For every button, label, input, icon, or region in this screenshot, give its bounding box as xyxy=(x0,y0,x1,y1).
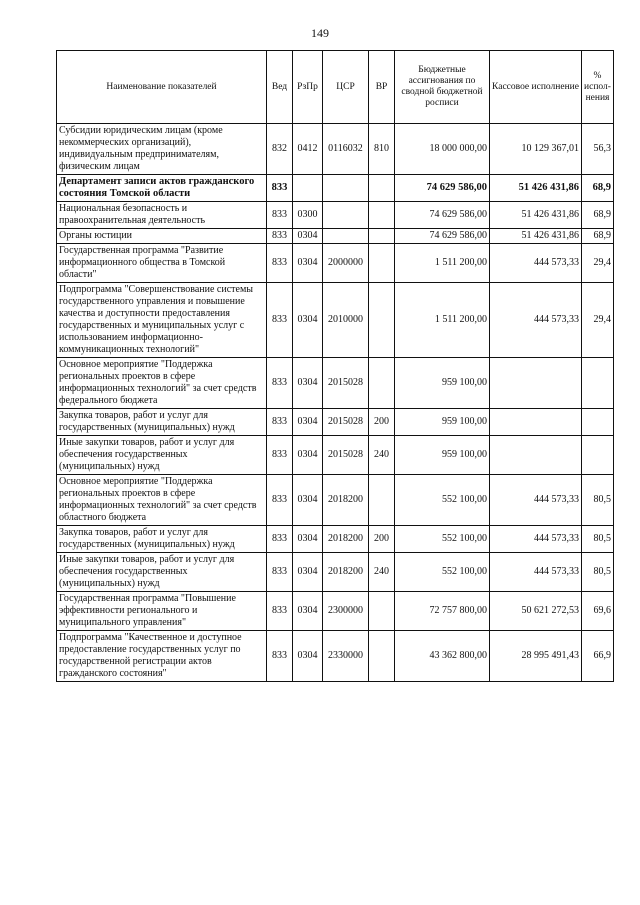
cell-csr: 2015028 xyxy=(323,358,369,409)
cell-rzpr: 0304 xyxy=(293,553,323,592)
cell-csr: 2015028 xyxy=(323,436,369,475)
cell-ved: 833 xyxy=(267,283,293,358)
cell-rzpr: 0304 xyxy=(293,229,323,244)
col-header-budget: Бюджетные ассигнования по сводной бюджетной росписи xyxy=(395,51,490,124)
table-row xyxy=(57,175,614,202)
table-body xyxy=(57,124,614,682)
cell-pct: 56,3 xyxy=(582,124,614,175)
cell-name: Органы юстиции xyxy=(57,229,267,244)
cell-csr xyxy=(323,229,369,244)
cell-cash xyxy=(490,409,582,436)
cell-csr: 2015028 xyxy=(323,409,369,436)
cell-pct: 66,9 xyxy=(582,631,614,682)
table-row xyxy=(57,358,614,409)
cell-name: Основное мероприятие "Поддержка региональных проектов в сфере информационных технологий" за счет средств областного бюджета xyxy=(57,475,267,526)
cell-csr xyxy=(323,202,369,229)
cell-cash: 51 426 431,86 xyxy=(490,202,582,229)
cell-rzpr: 0304 xyxy=(293,409,323,436)
cell-budget: 552 100,00 xyxy=(395,526,490,553)
cell-budget: 72 757 800,00 xyxy=(395,592,490,631)
cell-pct: 68,9 xyxy=(582,175,614,202)
cell-name: Государственная программа "Развитие информационного общества в Томской области" xyxy=(57,244,267,283)
cell-rzpr: 0304 xyxy=(293,283,323,358)
cell-ved: 833 xyxy=(267,553,293,592)
cell-pct: 69,6 xyxy=(582,592,614,631)
table-header-row xyxy=(57,51,614,124)
col-header-vr: ВР xyxy=(369,51,395,124)
col-header-pct: % испол-нения xyxy=(582,51,614,124)
cell-budget: 74 629 586,00 xyxy=(395,202,490,229)
cell-csr: 2010000 xyxy=(323,283,369,358)
cell-cash: 51 426 431,86 xyxy=(490,175,582,202)
cell-name: Подпрограмма "Совершенствование системы государственного управления и повышение качества и доступности предоставления государственных и муниципальных услуг с использованием информационно-коммуникационных технологий" xyxy=(57,283,267,358)
cell-name: Департамент записи актов гражданского состояния Томской области xyxy=(57,175,267,202)
cell-vr xyxy=(369,202,395,229)
table-row xyxy=(57,283,614,358)
cell-ved: 833 xyxy=(267,436,293,475)
cell-vr xyxy=(369,229,395,244)
table-row xyxy=(57,229,614,244)
cell-csr: 2000000 xyxy=(323,244,369,283)
cell-vr xyxy=(369,175,395,202)
cell-cash xyxy=(490,358,582,409)
cell-rzpr: 0304 xyxy=(293,244,323,283)
table-row xyxy=(57,436,614,475)
cell-pct: 80,5 xyxy=(582,475,614,526)
cell-vr xyxy=(369,475,395,526)
cell-ved: 833 xyxy=(267,244,293,283)
table-row xyxy=(57,526,614,553)
cell-budget: 74 629 586,00 xyxy=(395,229,490,244)
cell-pct: 80,5 xyxy=(582,526,614,553)
col-header-name: Наименование показателей xyxy=(57,51,267,124)
table-row xyxy=(57,475,614,526)
cell-ved: 833 xyxy=(267,175,293,202)
cell-ved: 833 xyxy=(267,202,293,229)
cell-vr xyxy=(369,244,395,283)
cell-pct xyxy=(582,358,614,409)
cell-name: Иные закупки товаров, работ и услуг для обеспечения государственных (муниципальных) нужд xyxy=(57,553,267,592)
cell-ved: 833 xyxy=(267,631,293,682)
cell-csr: 2300000 xyxy=(323,592,369,631)
cell-budget: 959 100,00 xyxy=(395,436,490,475)
cell-cash xyxy=(490,436,582,475)
cell-pct: 29,4 xyxy=(582,244,614,283)
cell-pct: 29,4 xyxy=(582,283,614,358)
cell-rzpr: 0304 xyxy=(293,436,323,475)
table-row xyxy=(57,124,614,175)
cell-cash: 444 573,33 xyxy=(490,553,582,592)
cell-rzpr: 0300 xyxy=(293,202,323,229)
cell-pct: 80,5 xyxy=(582,553,614,592)
page-number: 149 xyxy=(311,26,329,40)
cell-vr: 200 xyxy=(369,409,395,436)
cell-name: Закупка товаров, работ и услуг для государственных (муниципальных) нужд xyxy=(57,526,267,553)
cell-ved: 833 xyxy=(267,229,293,244)
col-header-rzpr: РзПр xyxy=(293,51,323,124)
cell-vr xyxy=(369,283,395,358)
cell-rzpr: 0304 xyxy=(293,358,323,409)
cell-name: Государственная программа "Повышение эффективности регионального и муниципального управления" xyxy=(57,592,267,631)
cell-budget: 43 362 800,00 xyxy=(395,631,490,682)
cell-name: Основное мероприятие "Поддержка региональных проектов в сфере информационных технологий" за счет средств федерального бюджета xyxy=(57,358,267,409)
col-header-cash: Кассовое исполнение xyxy=(490,51,582,124)
cell-pct: 68,9 xyxy=(582,202,614,229)
cell-ved: 833 xyxy=(267,592,293,631)
cell-vr: 810 xyxy=(369,124,395,175)
cell-cash: 444 573,33 xyxy=(490,244,582,283)
cell-cash: 10 129 367,01 xyxy=(490,124,582,175)
cell-rzpr: 0304 xyxy=(293,475,323,526)
col-header-csr: ЦСР xyxy=(323,51,369,124)
cell-vr: 240 xyxy=(369,436,395,475)
cell-budget: 74 629 586,00 xyxy=(395,175,490,202)
cell-csr: 2018200 xyxy=(323,526,369,553)
cell-name: Национальная безопасность и правоохранительная деятельность xyxy=(57,202,267,229)
cell-cash: 51 426 431,86 xyxy=(490,229,582,244)
cell-budget: 18 000 000,00 xyxy=(395,124,490,175)
cell-rzpr: 0304 xyxy=(293,631,323,682)
cell-vr: 240 xyxy=(369,553,395,592)
cell-csr: 2330000 xyxy=(323,631,369,682)
cell-cash: 28 995 491,43 xyxy=(490,631,582,682)
table-row xyxy=(57,244,614,283)
cell-name: Субсидии юридическим лицам (кроме некоммерческих организаций), индивидуальным предпринимателям, физическим лицам xyxy=(57,124,267,175)
cell-budget: 959 100,00 xyxy=(395,409,490,436)
cell-csr: 0116032 xyxy=(323,124,369,175)
cell-csr xyxy=(323,175,369,202)
cell-cash: 444 573,33 xyxy=(490,526,582,553)
table-row xyxy=(57,202,614,229)
cell-csr: 2018200 xyxy=(323,475,369,526)
cell-ved: 833 xyxy=(267,358,293,409)
cell-rzpr: 0304 xyxy=(293,592,323,631)
cell-name: Подпрограмма "Качественное и доступное предоставление государственных услуг по государственной регистрации актов гражданского состояния" xyxy=(57,631,267,682)
cell-cash: 444 573,33 xyxy=(490,475,582,526)
col-header-ved: Вед xyxy=(267,51,293,124)
cell-pct: 68,9 xyxy=(582,229,614,244)
cell-rzpr: 0412 xyxy=(293,124,323,175)
cell-ved: 832 xyxy=(267,124,293,175)
table-row xyxy=(57,631,614,682)
cell-ved: 833 xyxy=(267,409,293,436)
cell-vr: 200 xyxy=(369,526,395,553)
budget-execution-table xyxy=(56,50,614,682)
cell-cash: 444 573,33 xyxy=(490,283,582,358)
table-row xyxy=(57,553,614,592)
cell-name: Иные закупки товаров, работ и услуг для обеспечения государственных (муниципальных) нужд xyxy=(57,436,267,475)
cell-rzpr: 0304 xyxy=(293,526,323,553)
table-row xyxy=(57,409,614,436)
cell-budget: 959 100,00 xyxy=(395,358,490,409)
cell-rzpr xyxy=(293,175,323,202)
cell-vr xyxy=(369,358,395,409)
cell-name: Закупка товаров, работ и услуг для государственных (муниципальных) нужд xyxy=(57,409,267,436)
cell-ved: 833 xyxy=(267,526,293,553)
cell-vr xyxy=(369,592,395,631)
cell-ved: 833 xyxy=(267,475,293,526)
cell-csr: 2018200 xyxy=(323,553,369,592)
cell-budget: 552 100,00 xyxy=(395,475,490,526)
cell-cash: 50 621 272,53 xyxy=(490,592,582,631)
cell-budget: 552 100,00 xyxy=(395,553,490,592)
table-row xyxy=(57,592,614,631)
cell-budget: 1 511 200,00 xyxy=(395,283,490,358)
cell-pct xyxy=(582,436,614,475)
cell-pct xyxy=(582,409,614,436)
cell-budget: 1 511 200,00 xyxy=(395,244,490,283)
cell-vr xyxy=(369,631,395,682)
